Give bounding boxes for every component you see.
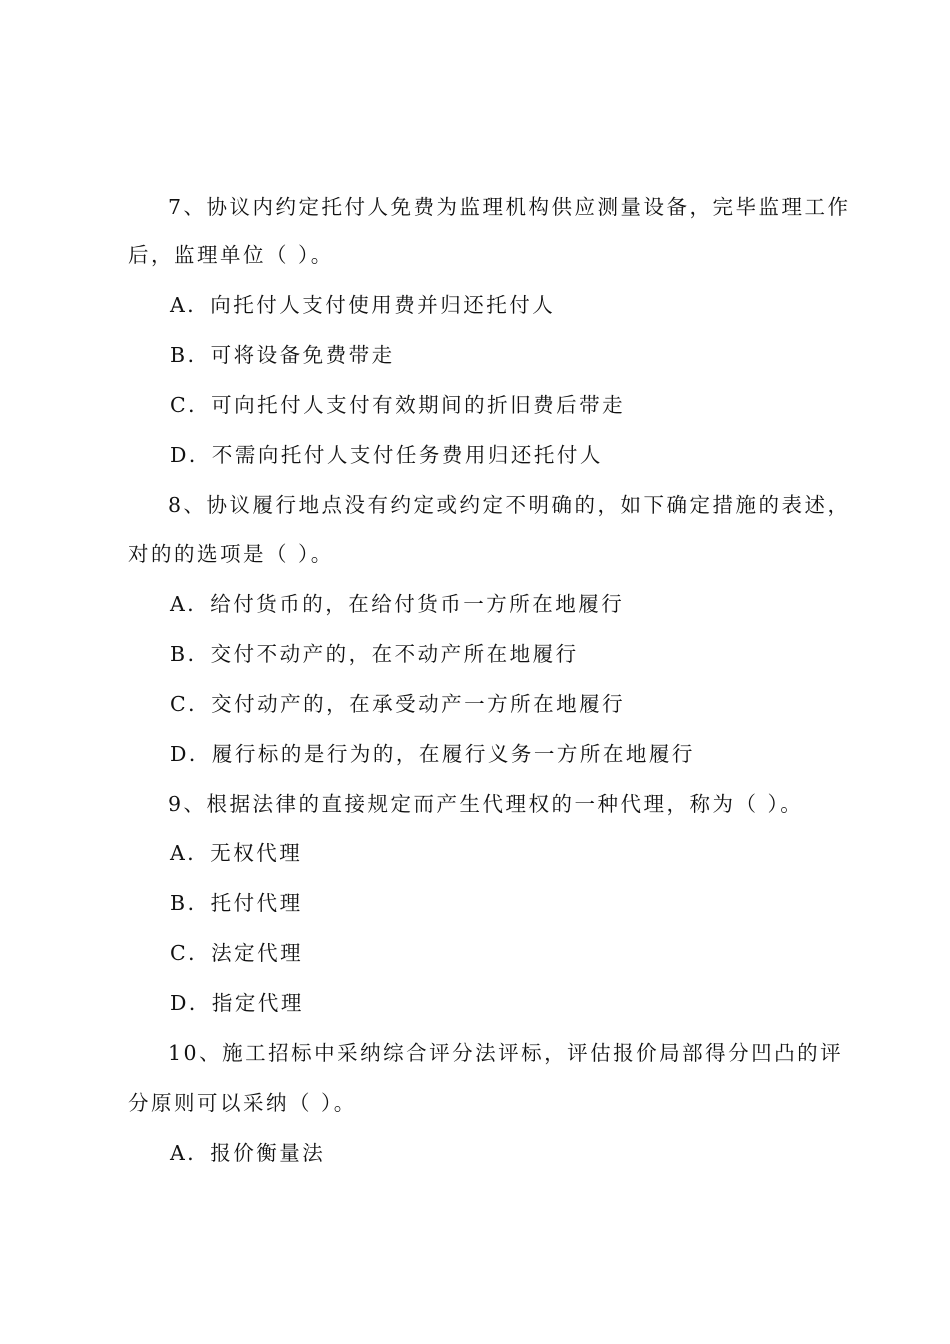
question-8-option-a: A．给付货币的，在给付货币一方所在地履行 <box>170 592 625 616</box>
question-8-stem-line-2: 对的的选项是（ ）。 <box>128 542 334 566</box>
question-7-stem-line-2: 后，监理单位（ ）。 <box>128 243 334 267</box>
question-9-option-b: B．托付代理 <box>170 891 303 915</box>
question-8-stem-line-1: 8、协议履行地点没有约定或约定不明确的，如下确定措施的表述， <box>168 493 851 517</box>
question-7-option-d: D．不需向托付人支付任务费用归还托付人 <box>170 443 603 467</box>
question-8-option-c: C．交付动产的，在承受动产一方所在地履行 <box>170 692 626 716</box>
question-10-option-a: A．报价衡量法 <box>170 1141 326 1165</box>
question-7-stem-line-1: 7、协议内约定托付人免费为监理机构供应测量设备，完毕监理工作 <box>168 195 851 219</box>
question-9-option-a: A．无权代理 <box>170 841 303 865</box>
question-9-stem-line-1: 9、根据法律的直接规定而产生代理权的一种代理，称为（ ）。 <box>168 792 804 816</box>
question-8-option-d: D．履行标的是行为的，在履行义务一方所在地履行 <box>170 742 695 766</box>
question-10-stem-line-1: 10、施工招标中采纳综合评分法评标，评估报价局部得分凹凸的评 <box>168 1041 844 1065</box>
question-8-option-b: B．交付不动产的，在不动产所在地履行 <box>170 642 579 666</box>
question-10-stem-line-2: 分原则可以采纳（ ）。 <box>128 1091 357 1115</box>
question-7-option-a: A．向托付人支付使用费并归还托付人 <box>170 293 556 317</box>
question-7-option-b: B．可将设备免费带走 <box>170 343 395 367</box>
question-9-option-d: D．指定代理 <box>170 991 304 1015</box>
question-7-option-c: C．可向托付人支付有效期间的折旧费后带走 <box>170 393 626 417</box>
question-9-option-c: C．法定代理 <box>170 941 304 965</box>
